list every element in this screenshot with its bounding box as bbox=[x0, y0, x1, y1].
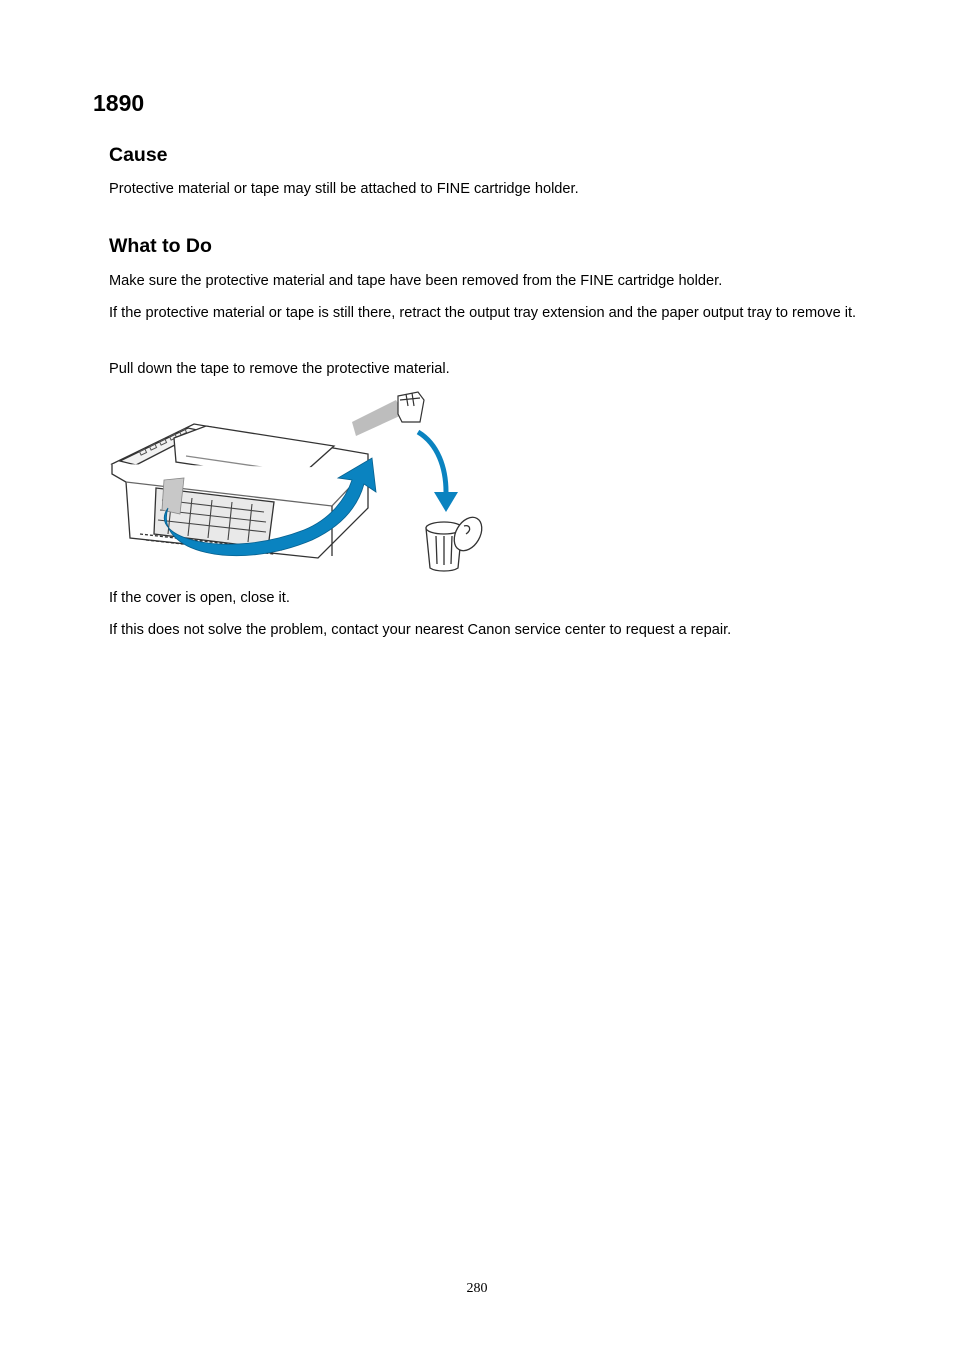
trash-can-icon bbox=[426, 512, 487, 571]
what-to-do-heading: What to Do bbox=[109, 235, 212, 257]
instruction-paragraph: If the protective material or tape is still there, retract the output tray extension and the paper output tray to remove it. bbox=[109, 305, 857, 321]
instruction-paragraph: Make sure the protective material and tape have been removed from the FINE cartridge holder. bbox=[109, 273, 723, 289]
instruction-paragraph: If the cover is open, close it. bbox=[109, 590, 290, 606]
instruction-paragraph: If this does not solve the problem, contact your nearest Canon service center to request a repair. bbox=[109, 622, 732, 638]
error-code-title: 1890 bbox=[93, 90, 145, 116]
page-number: 280 bbox=[466, 1281, 488, 1296]
cause-text: Protective material or tape may still be attached to FINE cartridge holder. bbox=[109, 181, 579, 197]
removal-illustration bbox=[106, 388, 490, 574]
protective-material-icon bbox=[398, 392, 424, 422]
instruction-paragraph: Pull down the tape to remove the protective material. bbox=[109, 361, 450, 377]
printer-illustration bbox=[112, 424, 368, 558]
cause-heading: Cause bbox=[109, 144, 168, 166]
